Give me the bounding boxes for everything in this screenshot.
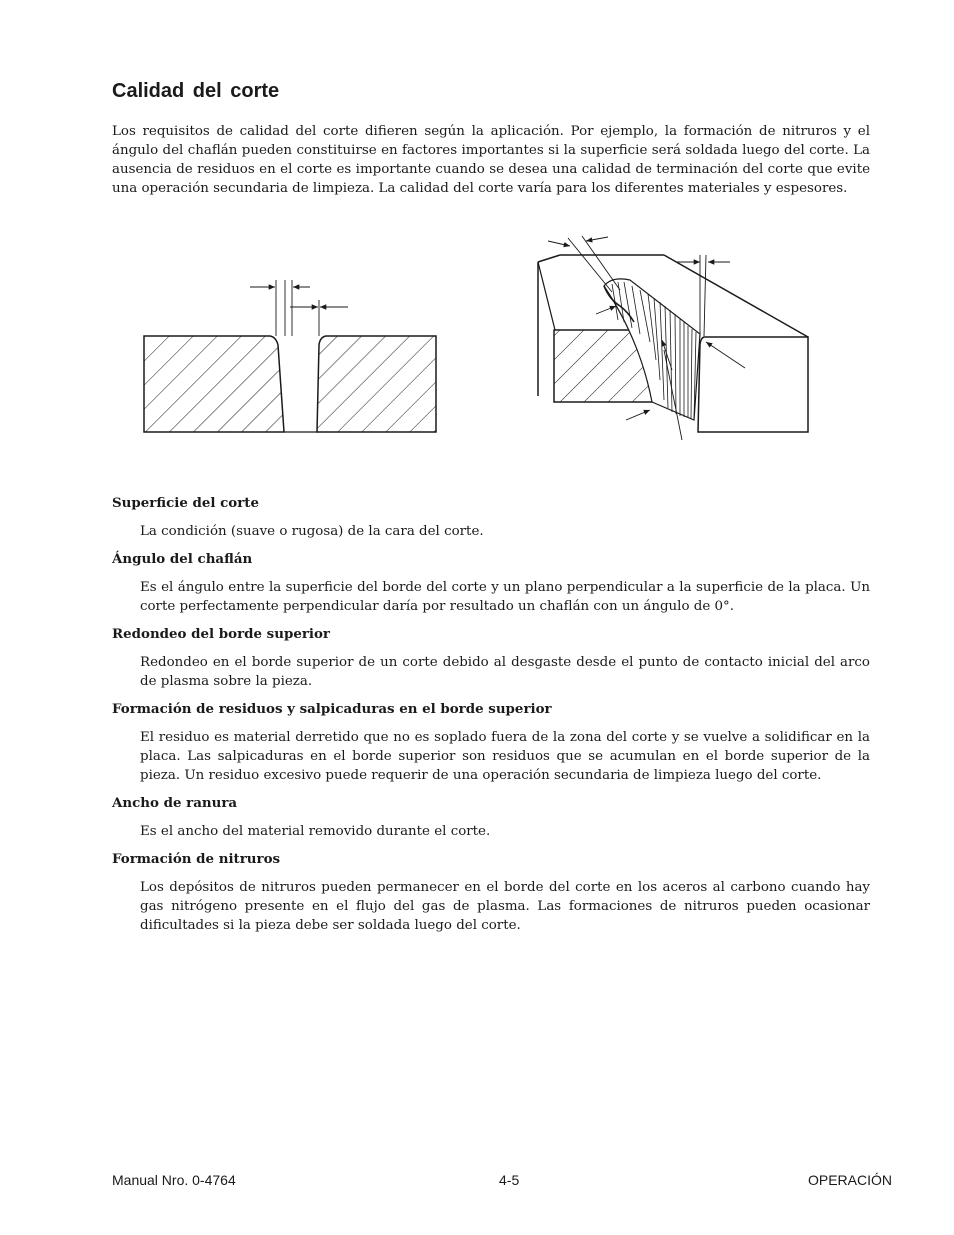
section-top-edge-rounding <box>112 625 870 691</box>
section-heading: Superficie del corte <box>112 495 259 511</box>
section-heading: Formación de residuos y salpicaduras en el borde superior <box>112 701 552 717</box>
section-body: Redondeo en el borde superior de un corte debido al desgaste desde el punto de contacto inicial del arco de plasma sobre la pieza. <box>140 655 870 689</box>
definitions-list <box>112 494 870 944</box>
section-body: Es el ancho del material removido durante el corte. <box>140 824 491 839</box>
page-number: 4-5 <box>499 1172 520 1188</box>
section-cut-surface <box>112 494 870 541</box>
section-body: La condición (suave o rugosa) de la cara del corte. <box>140 524 484 539</box>
section-heading: Ancho de ranura <box>112 795 238 811</box>
kerf-cross-section <box>144 280 436 432</box>
right-front-face <box>698 337 808 432</box>
page-title: Calidad del corte <box>112 80 280 102</box>
section-heading: Ángulo del chaflán <box>112 551 253 567</box>
chapter-label: OPERACIÓN <box>807 1172 892 1188</box>
section-body: Es el ángulo entre la superficie del borde del corte y un plano perpendicular a la superficie de la placa. Un corte perfectamente perpendicular daría por resultado un chaflán con un ángulo de 0°. <box>140 580 870 614</box>
section-body: El residuo es material derretido que no es soplado fuera de la zona del corte y se vuelve a solidificar en la placa. Las salpicaduras en el borde superior son residuos que se acumulan en el borde superior de la pieza. Un residuo excesivo puede requerir de una operación secundaria de limpieza luego del corte. <box>140 730 870 783</box>
section-body: Los depósitos de nitruros pueden permanecer en el borde del corte en los aceros al carbono cuando hay gas nitrógeno presente en el flujo del gas de plasma. Las formaciones de nitruros pueden ocasionar dificultades si la pieza debe ser soldada luego del corte. <box>140 880 870 933</box>
manual-number: Manual Nro. 0-4764 <box>112 1172 236 1188</box>
page-footer <box>112 1172 892 1192</box>
intro-paragraph: Los requisitos de calidad del corte difieren según la aplicación. Por ejemplo, la formación de nitruros y el ángulo del chaflán pueden constituirse en factores importantes si la superficie será soldada luego del corte. La ausencia de residuos en el corte es importante cuando se desea una calidad de terminación del corte que evite una operación secundaria de limpieza. La calidad del corte varía para los diferentes materiales y espesores. <box>112 124 870 196</box>
section-heading: Formación de nitruros <box>112 851 281 867</box>
section-dross-spatter <box>112 700 870 785</box>
section-kerf-width <box>112 794 870 841</box>
right-plate <box>317 336 436 432</box>
section-heading: Redondeo del borde superior <box>112 626 330 642</box>
section-bevel-angle <box>112 550 870 616</box>
cut-block-3d <box>538 236 808 440</box>
section-nitride-formation <box>112 850 870 935</box>
left-plate <box>144 336 284 432</box>
cut-quality-diagram <box>0 225 954 445</box>
